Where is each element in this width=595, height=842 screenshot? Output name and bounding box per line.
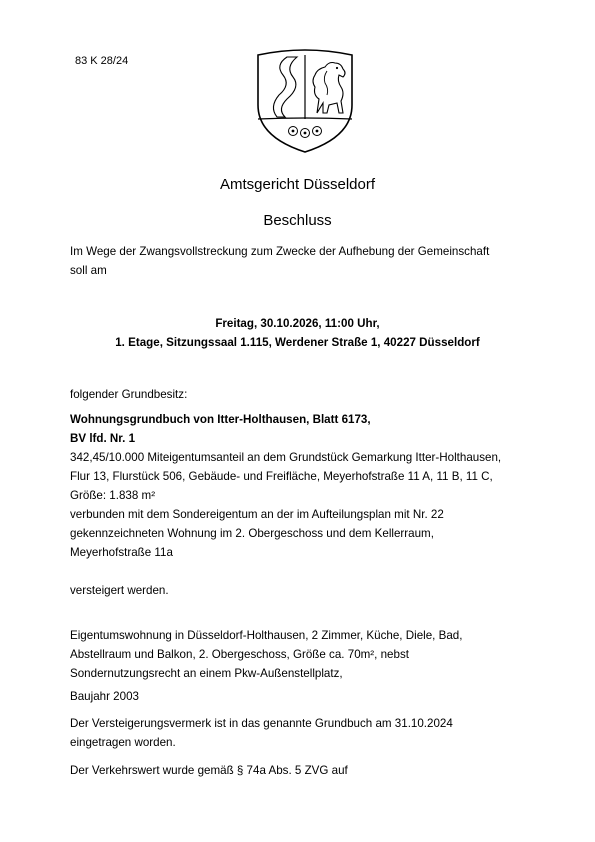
appointment-date: Freitag, 30.10.2026, 11:00 Uhr, xyxy=(215,317,380,330)
property-item: BV lfd. Nr. 1 xyxy=(70,432,136,445)
description-line: Abstellraum und Balkon, 2. Obergeschoss, Größe ca. 70m², nebst xyxy=(70,648,409,661)
property-detail-line: Flur 13, Flurstück 506, Gebäude- und Freifläche, Meyerhofstraße 11 A, 11 B, 11 C, xyxy=(70,470,493,483)
property-detail-line: 342,45/10.000 Miteigentumsanteil an dem Grundstück Gemarkung Itter-Holthausen, xyxy=(70,451,502,464)
document-title: Beschluss xyxy=(263,212,332,229)
court-name: Amtsgericht Düsseldorf xyxy=(219,176,376,193)
valuation-text: Der Verkehrswert wurde gemäß § 74a Abs. 5 ZVG auf xyxy=(70,764,348,777)
registration-paragraph xyxy=(70,714,540,752)
intro-line: soll am xyxy=(70,264,107,277)
appointment-location: 1. Etage, Sitzungssaal 1.115, Werdener Straße 1, 40227 Düsseldorf xyxy=(115,336,480,349)
nrw-coat-of-arms-icon xyxy=(255,47,355,154)
description-line: Sondernutzungsrecht an einem Pkw-Außenstellplatz, xyxy=(70,667,343,680)
file-number: 83 K 28/24 xyxy=(75,55,129,67)
intro-line: Im Wege der Zwangsvollstreckung zum Zwecke der Aufhebung der Gemeinschaft xyxy=(70,245,490,258)
description-line: Eigentumswohnung in Düsseldorf-Holthausen, 2 Zimmer, Küche, Diele, Bad, xyxy=(70,629,463,642)
registration-line: Der Versteigerungsvermerk ist in das genannte Grundbuch am 31.10.2024 xyxy=(70,717,453,730)
description-paragraph xyxy=(70,626,540,683)
property-lead: folgender Grundbesitz: xyxy=(70,388,188,401)
auction-closing: versteigert werden. xyxy=(70,584,169,597)
registration-line: eingetragen worden. xyxy=(70,736,176,749)
property-detail-line: verbunden mit dem Sondereigentum an der im Aufteilungsplan mit Nr. 22 xyxy=(70,508,444,521)
property-detail-line: Meyerhofstraße 11a xyxy=(70,546,173,559)
property-section xyxy=(70,410,540,562)
property-detail-line: gekennzeichneten Wohnung im 2. Obergeschoss und dem Kellerraum, xyxy=(70,527,434,540)
property-register: Wohnungsgrundbuch von Itter-Holthausen, Blatt 6173, xyxy=(70,413,371,426)
intro-paragraph xyxy=(70,242,540,280)
property-detail-line: Größe: 1.838 m² xyxy=(70,489,156,502)
year-built: Baujahr 2003 xyxy=(70,690,139,703)
